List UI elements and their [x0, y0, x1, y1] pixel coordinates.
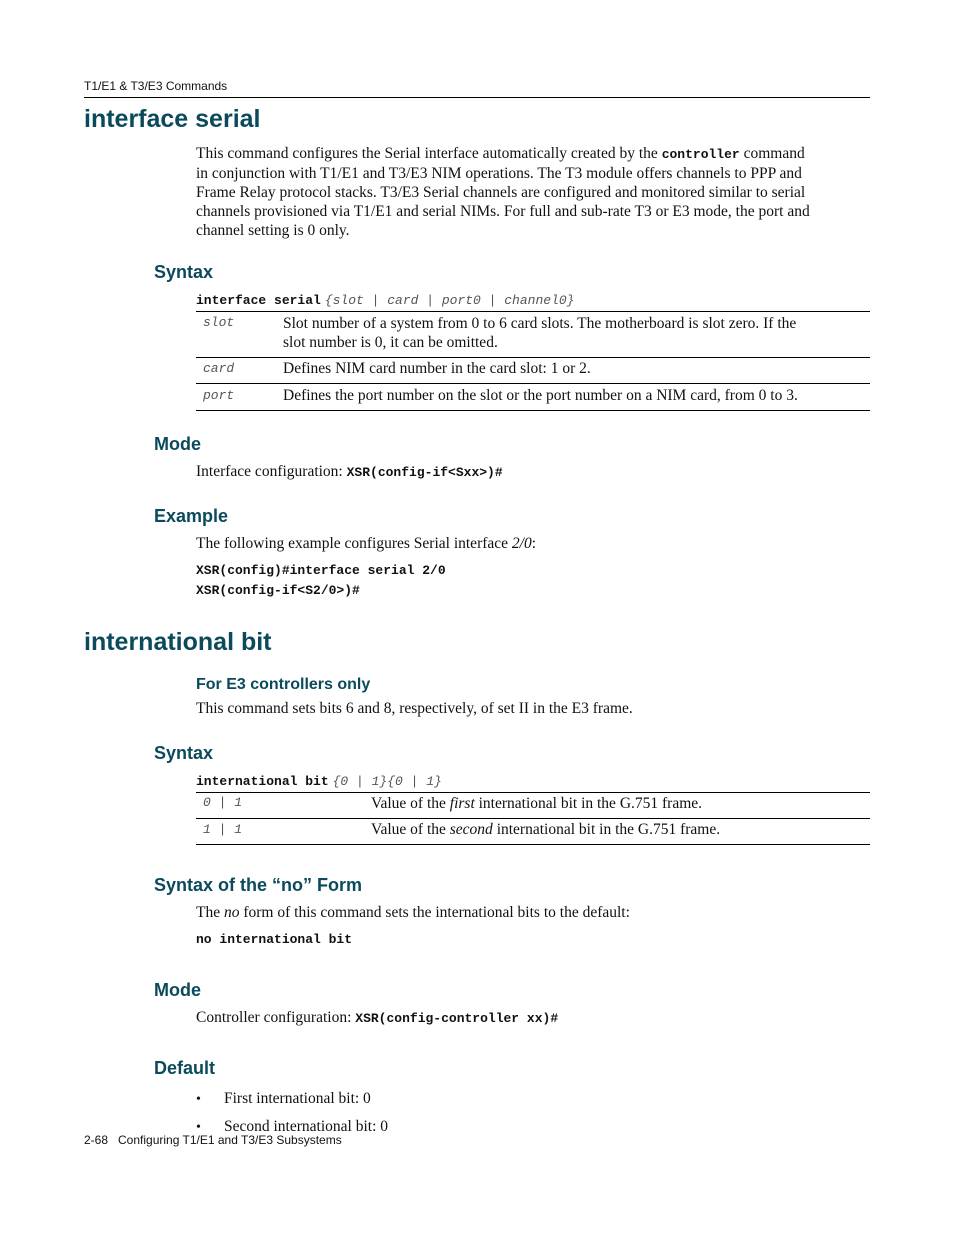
param-row [196, 792, 870, 818]
no-form-emphasis: no [223, 904, 240, 921]
param-desc: Slot number of a system from 0 to 6 card slots. The motherboard is slot zero. If the [283, 315, 797, 332]
mode-line [196, 462, 503, 482]
example-line [196, 534, 536, 553]
param-desc: Defines NIM card number in the card slot: 1 or 2. [283, 360, 591, 377]
mode-text: Controller configuration: [196, 1009, 356, 1026]
intro-line: channel setting is 0 only. [196, 222, 350, 239]
param-desc: international bit in the G.751 frame. [492, 821, 721, 838]
example-colon: : [531, 535, 537, 552]
mode-heading: Mode [154, 980, 201, 1000]
bullet: • [196, 1092, 201, 1107]
no-form-code: no international bit [196, 932, 353, 947]
param-row [196, 818, 870, 844]
param-desc: Value of the [371, 795, 450, 812]
syntax-command: interface serial [196, 293, 321, 308]
mode-prompt: XSR(config-controller xx)# [355, 1011, 559, 1026]
mode-text: Interface configuration: [196, 463, 347, 480]
default-heading: Default [154, 1058, 216, 1078]
example-value: 2/0 [511, 535, 532, 552]
param-term: 0 | 1 [203, 795, 243, 810]
param-term: 1 | 1 [203, 822, 243, 837]
table-rule [196, 844, 870, 845]
example-heading: Example [154, 506, 229, 526]
intro-line: channels provisioned via T1/E1 and serial NIMs. For full and sub-rate T3 or E3 mode, the port and [196, 203, 810, 220]
mode-prompt: XSR(config-if<Sxx>)# [346, 465, 503, 480]
param-term: card [203, 361, 235, 376]
param-desc-emphasis: first [449, 795, 475, 812]
intro-text: This command configures the Serial interface automatically created by the [196, 145, 662, 162]
example-code-line: XSR(config-if<S2/0>)# [196, 583, 360, 598]
no-form-line [196, 903, 630, 922]
bullet: • [196, 1120, 201, 1135]
param-desc: international bit in the G.751 frame. [474, 795, 703, 812]
syntax-heading: Syntax [154, 262, 214, 282]
default-item-text: First international bit: 0 [224, 1090, 371, 1107]
running-head: T1/E1 & T3/E3 Commands [84, 79, 228, 93]
param-row [196, 357, 870, 383]
intro-text-after: command [739, 145, 805, 162]
param-desc: Value of the [371, 821, 450, 838]
mode-line [196, 1008, 558, 1028]
header-rule [84, 97, 870, 98]
param-desc: slot number is 0, it can be omitted. [283, 334, 498, 351]
syntax-line [196, 291, 574, 309]
syntax-arguments: {0 | 1}{0 | 1} [332, 774, 442, 789]
no-form-text: The [196, 904, 224, 921]
mode-heading: Mode [154, 434, 201, 454]
no-form-heading: Syntax of the “no” Form [154, 875, 363, 895]
example-code-line: XSR(config)#interface serial 2/0 [196, 563, 446, 578]
syntax-heading: Syntax [154, 743, 214, 763]
syntax-arguments: {slot | card | port0 | channel0} [324, 293, 575, 308]
section-title-interface-serial: interface serial [84, 105, 261, 133]
param-term: slot [203, 315, 235, 330]
param-desc-emphasis: second [449, 821, 493, 838]
syntax-line [196, 772, 442, 790]
intro-command: controller [661, 147, 740, 162]
table-rule [196, 410, 870, 411]
default-item-text: Second international bit: 0 [224, 1118, 389, 1135]
intro-paragraph [196, 144, 876, 240]
page-footer: 2-68 Configuring T1/E1 and T3/E3 Subsystems [84, 1133, 342, 1147]
param-row [196, 383, 870, 410]
param-row [196, 311, 870, 357]
param-desc: Defines the port number on the slot or the port number on a NIM card, from 0 to 3. [283, 387, 798, 404]
subheading-e3-only: For E3 controllers only [196, 676, 371, 693]
example-text: The following example configures Serial interface [196, 535, 512, 552]
intro-paragraph: This command sets bits 6 and 8, respectively, of set II in the E3 frame. [196, 700, 633, 717]
default-list-item [196, 1089, 371, 1109]
syntax-command: international bit [196, 774, 329, 789]
section-title-international-bit: international bit [84, 628, 272, 656]
param-term: port [203, 388, 235, 403]
intro-line: in conjunction with T1/E1 and T3/E3 NIM operations. The T3 module offers channels to PPP and [196, 165, 802, 182]
intro-line: Frame Relay protocol stacks. T3/E3 Serial channels are configured and monitored similar to serial [196, 184, 806, 201]
no-form-text: form of this command sets the international bits to the default: [239, 904, 630, 921]
